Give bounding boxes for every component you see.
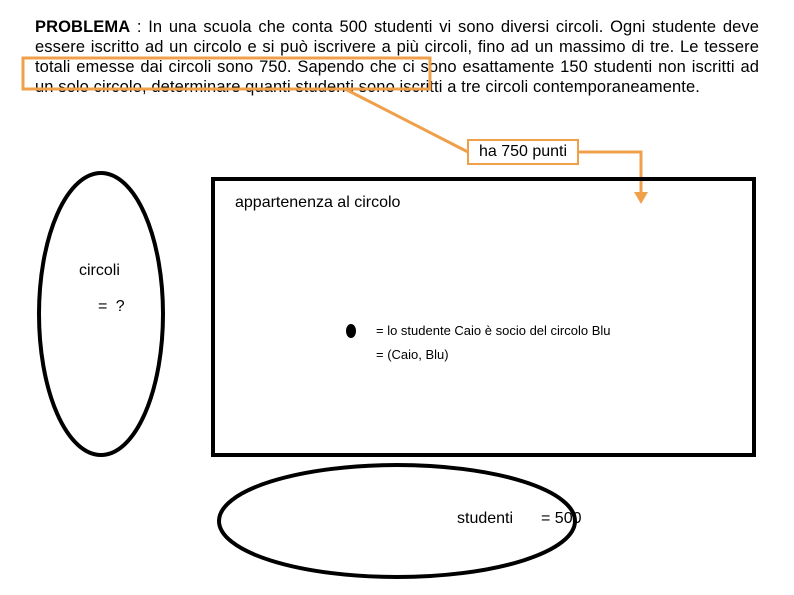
arrow-head-icon [634,192,648,204]
relation-title: appartenenza al circolo [235,194,401,211]
relation-box [213,179,754,455]
studenti-ellipse [219,465,575,577]
studenti-label: studenti [457,510,514,527]
example-line-1: = lo studente Caio è socio del circolo Blu [376,323,611,338]
callout-text: ha 750 punti [478,143,568,160]
callout-arrow [579,152,641,193]
circoli-value: = ? [98,298,127,315]
highlight-frame [23,58,430,89]
problem-body: : In una scuola che conta 500 studenti vi sono diversi circoli. Ogni studente deve essere iscritto ad un circolo e si può iscrivere a più circoli, fino ad un massimo di tre. Le tessere totali emesse dai circoli sono 750. Sapendo che ci sono esattamente 150 studenti non iscritti ad un solo circolo, determinare quanti studenti sono iscritti a tre circoli contemporaneamente. [35,18,759,96]
studenti-value: = 500 [541,510,582,527]
bullet-dot [346,324,356,338]
callout-connector [345,89,468,152]
circoli-label: circoli [79,262,120,279]
callout-box [467,139,579,165]
example-line-2: = (Caio, Blu) [376,347,449,362]
problem-label: PROBLEMA [35,18,131,36]
